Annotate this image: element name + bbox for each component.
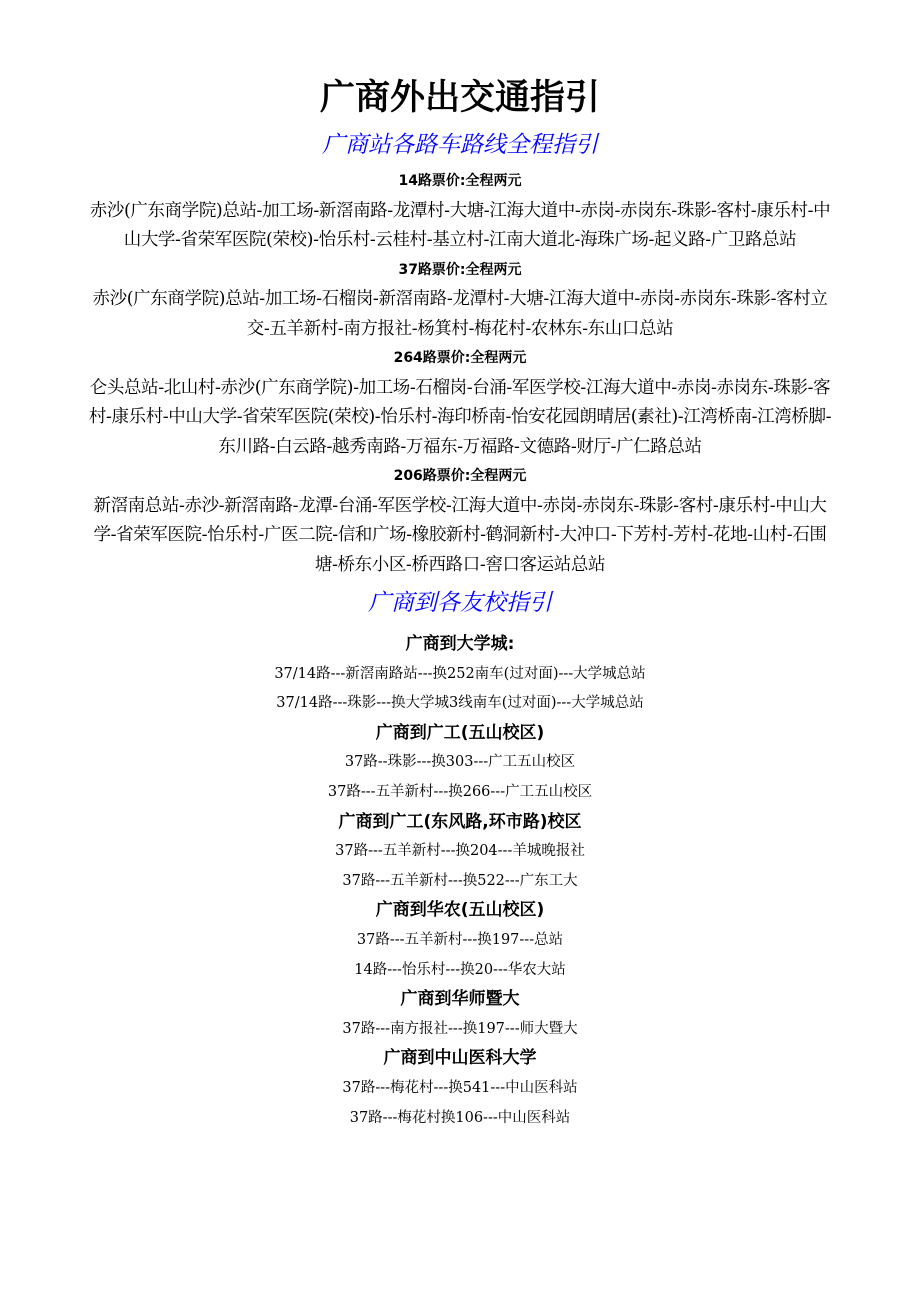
school-block xyxy=(84,808,836,897)
school-block xyxy=(84,630,836,719)
route-fare-header: 14路票价:全程两元 xyxy=(398,173,522,189)
route-list xyxy=(84,167,836,580)
transfer-route: 37路---五羊新村---换204---羊城晚报社 xyxy=(335,843,585,860)
transfer-route: 14路---怡乐村---换20---华农大站 xyxy=(354,961,566,978)
transfer-route: 37路---五羊新村---换522---广东工大 xyxy=(342,872,578,889)
transfer-route: 37/14路---新滘南路站---换252南车(过对面)---大学城总站 xyxy=(274,665,646,682)
transfer-route: 37路---南方报社---换197---师大暨大 xyxy=(342,1020,578,1037)
school-heading: 广商到中山医科大学 xyxy=(383,1048,537,1069)
school-guide-list xyxy=(84,630,836,1133)
section-title-schools: 广商到各友校指引 xyxy=(368,590,552,616)
school-block xyxy=(84,719,836,808)
page-title: 广商外出交通指引 xyxy=(319,78,600,118)
school-heading: 广商到大学城: xyxy=(405,634,515,654)
school-heading: 广商到华农(五山校区) xyxy=(375,900,545,921)
route-fare-header: 37路票价:全程两元 xyxy=(398,261,522,278)
school-heading: 广商到广工(东风路,环市路)校区 xyxy=(338,811,582,832)
route-block xyxy=(84,462,836,580)
transfer-route: 37/14路---珠影---换大学城3线南车(过对面)---大学城总站 xyxy=(276,695,644,712)
route-stops: 新滘南总站-赤沙-新滘南路-龙潭-台涌-军医学校-江海大道中-赤岗-赤岗东-珠影-客村-康乐村-中山大学-省荣军医院-怡乐村-广医二院-信和广场-橡胶新村-鹤洞新村-大冲口-下芳村-芳村-花地-山村-石围塘-桥东小区-桥西路口-窖口客运站总站 xyxy=(93,495,827,575)
route-block xyxy=(84,344,836,462)
transfer-route: 37路--珠影---换303---广工五山校区 xyxy=(344,754,576,771)
route-stops: 赤沙(广东商学院)总站-加工场-石榴岗-新滘南路-龙潭村-大塘-江海大道中-赤岗-赤岗东-珠影-客村立交-五羊新村-南方报社-杨箕村-梅花村-农林东-东山口总站 xyxy=(92,289,828,339)
school-heading: 广商到华师暨大 xyxy=(400,989,520,1010)
route-fare-header: 264路票价:全程两元 xyxy=(393,350,527,366)
section-title-routes: 广商站各路车路线全程指引 xyxy=(322,132,598,158)
school-block xyxy=(84,985,836,1044)
transfer-route: 37路---五羊新村---换197---总站 xyxy=(356,931,564,948)
transfer-route: 37路---梅花村---换541---中山医科站 xyxy=(342,1079,578,1096)
route-fare-header: 206路票价:全程两元 xyxy=(393,468,527,484)
school-block xyxy=(84,1044,836,1133)
route-stops: 赤沙(广东商学院)总站-加工场-新滘南路-龙潭村-大塘-江海大道中-赤岗-赤岗东-珠影-客村-康乐村-中山大学-省荣军医院(荣校)-怡乐村-云桂村-基立村-江南大道北-海珠广场-起义路-广卫路总站 xyxy=(89,200,831,250)
transfer-route: 37路---五羊新村---换266---广工五山校区 xyxy=(327,783,593,800)
route-stops: 仑头总站-北山村-赤沙(广东商学院)-加工场-石榴岗-台涌-军医学校-江海大道中-赤岗-赤岗东-珠影-客村-康乐村-中山大学-省荣军医院(荣校)-怡乐村-海印桥南-怡安花园朗晴居(素社)-江湾桥南-江湾桥脚-东川路-白云路-越秀南路-万福东-万福路-文德路-财厅-广仁路总站 xyxy=(88,377,832,457)
transfer-route: 37路---梅花村换106---中山医科站 xyxy=(349,1109,571,1126)
route-block xyxy=(84,256,836,345)
document-page xyxy=(84,73,836,1133)
school-block xyxy=(84,896,836,985)
route-block xyxy=(84,167,836,256)
school-heading: 广商到广工(五山校区) xyxy=(375,722,545,743)
